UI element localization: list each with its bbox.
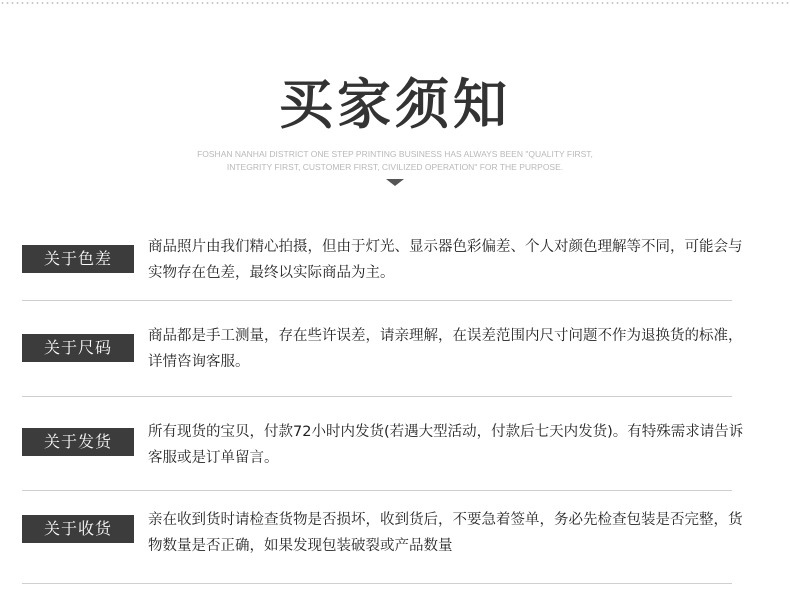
- divider: [22, 300, 732, 301]
- notice-text: 商品照片由我们精心拍摄，但由于灯光、显示器色彩偏差、个人对颜色理解等不同，可能会与实物存在色差，最终以实际商品为主。: [148, 239, 743, 281]
- divider: [22, 396, 732, 397]
- notice-text: 所有现货的宝贝，付款72小时内发货(若遇大型活动，付款后七天内发货)。有特殊需求请告诉客服或是订单留言。: [148, 424, 744, 466]
- page-title: 买家须知: [279, 73, 511, 136]
- notice-text: 亲在收到货时请检查货物是否损坏，收到货后，不要急着签单，务必先检查包装是否完整，货物数量是否正确，如果发现包装破裂或产品数量: [148, 512, 743, 554]
- page-subtitle: FOSHAN NANHAI DISTRICT ONE STEP PRINTING BUSINESS HAS ALWAYS BEEN "QUALITY FIRST, INTEGRITY FIRST, CUSTOMER FIRST, CIVILIZED OPERATION" FOR THE PURPOSE.: [197, 149, 593, 172]
- divider: [22, 583, 732, 584]
- notice-label: 关于发货: [22, 428, 134, 456]
- notice-label: 关于尺码: [22, 334, 134, 362]
- top-dotted-border: [0, 2, 790, 4]
- notice-text: 商品都是手工测量，存在些许误差，请亲理解，在误差范围内尺寸问题不作为退换货的标准，详情咨询客服。: [148, 328, 743, 370]
- notice-label: 关于收货: [22, 515, 134, 543]
- notice-label: 关于色差: [22, 245, 134, 273]
- caret-down-icon: [386, 179, 404, 186]
- divider: [22, 490, 732, 491]
